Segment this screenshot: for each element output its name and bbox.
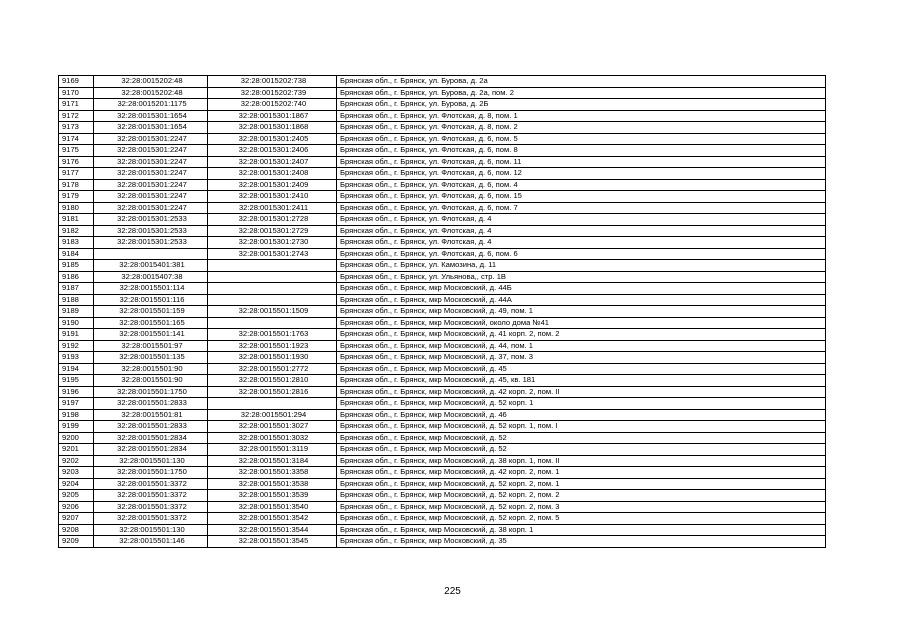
row-number-cell: 9183 [59, 237, 94, 249]
object-cadastral-number-cell: 32:28:0015301:1868 [208, 122, 337, 134]
address-cell: Брянская обл., г. Брянск, мкр Московский, д. 46 [337, 409, 826, 421]
object-cadastral-number-cell: 32:28:0015501:3184 [208, 455, 337, 467]
table-row [59, 306, 826, 318]
table-row [59, 524, 826, 536]
land-cadastral-number-cell: 32:28:0015202:48 [94, 76, 208, 88]
land-cadastral-number-cell: 32:28:0015501:159 [94, 306, 208, 318]
row-number-cell: 9178 [59, 179, 94, 191]
row-number-cell: 9205 [59, 490, 94, 502]
row-number-cell: 9196 [59, 386, 94, 398]
land-cadastral-number-cell: 32:28:0015501:81 [94, 409, 208, 421]
land-cadastral-number-cell: 32:28:0015501:2834 [94, 444, 208, 456]
row-number-cell: 9199 [59, 421, 94, 433]
land-cadastral-number-cell: 32:28:0015501:141 [94, 329, 208, 341]
object-cadastral-number-cell: 32:28:0015501:1509 [208, 306, 337, 318]
table-row [59, 260, 826, 272]
address-cell: Брянская обл., г. Брянск, мкр Московский, д. 35 [337, 536, 826, 548]
object-cadastral-number-cell: 32:28:0015501:3544 [208, 524, 337, 536]
land-cadastral-number-cell: 32:28:0015401:381 [94, 260, 208, 272]
object-cadastral-number-cell: 32:28:0015301:1867 [208, 110, 337, 122]
address-cell: Брянская обл., г. Брянск, ул. Флотская, д. 6, пом. 5 [337, 133, 826, 145]
land-cadastral-number-cell: 32:28:0015501:90 [94, 363, 208, 375]
table-row [59, 409, 826, 421]
table-row [59, 501, 826, 513]
row-number-cell: 9176 [59, 156, 94, 168]
land-cadastral-number-cell: 32:28:0015501:3372 [94, 513, 208, 525]
address-cell: Брянская обл., г. Брянск, ул. Флотская, д. 8, пом. 1 [337, 110, 826, 122]
row-number-cell: 9182 [59, 225, 94, 237]
land-cadastral-number-cell: 32:28:0015201:1175 [94, 99, 208, 111]
row-number-cell: 9185 [59, 260, 94, 272]
address-cell: Брянская обл., г. Брянск, ул. Бурова, д. 2а, пом. 2 [337, 87, 826, 99]
address-cell: Брянская обл., г. Брянск, мкр Московский, около дома №41 [337, 317, 826, 329]
object-cadastral-number-cell: 32:28:0015501:2816 [208, 386, 337, 398]
address-cell: Брянская обл., г. Брянск, мкр Московский, д. 52 корп. 2, пом. 3 [337, 501, 826, 513]
address-cell: Брянская обл., г. Брянск, мкр Московский, д. 49, пом. 1 [337, 306, 826, 318]
table-row [59, 386, 826, 398]
table-row [59, 237, 826, 249]
row-number-cell: 9172 [59, 110, 94, 122]
row-number-cell: 9197 [59, 398, 94, 410]
land-cadastral-number-cell: 32:28:0015301:2247 [94, 168, 208, 180]
row-number-cell: 9177 [59, 168, 94, 180]
address-cell: Брянская обл., г. Брянск, ул. Флотская, д. 6, пом. 8 [337, 145, 826, 157]
table-row [59, 329, 826, 341]
table-row [59, 455, 826, 467]
table-row [59, 513, 826, 525]
object-cadastral-number-cell: 32:28:0015501:3358 [208, 467, 337, 479]
table-row [59, 432, 826, 444]
row-number-cell: 9209 [59, 536, 94, 548]
address-cell: Брянская обл., г. Брянск, мкр Московский, д. 52 корп. 1 [337, 398, 826, 410]
table-row [59, 179, 826, 191]
land-cadastral-number-cell: 32:28:0015501:3372 [94, 490, 208, 502]
table-row [59, 76, 826, 88]
address-cell: Брянская обл., г. Брянск, ул. Бурова, д. 2а [337, 76, 826, 88]
row-number-cell: 9169 [59, 76, 94, 88]
object-cadastral-number-cell: 32:28:0015301:2743 [208, 248, 337, 260]
table-row [59, 168, 826, 180]
table-row [59, 340, 826, 352]
land-cadastral-number-cell: 32:28:0015501:97 [94, 340, 208, 352]
table-row [59, 156, 826, 168]
row-number-cell: 9191 [59, 329, 94, 341]
table-row [59, 352, 826, 364]
address-cell: Брянская обл., г. Брянск, ул. Ульянова,, стр. 1В [337, 271, 826, 283]
object-cadastral-number-cell: 32:28:0015501:3545 [208, 536, 337, 548]
address-cell: Брянская обл., г. Брянск, мкр Московский, д. 45, кв. 181 [337, 375, 826, 387]
object-cadastral-number-cell: 32:28:0015501:3032 [208, 432, 337, 444]
address-cell: Брянская обл., г. Брянск, мкр Московский, д. 52 [337, 444, 826, 456]
object-cadastral-number-cell: 32:28:0015501:1763 [208, 329, 337, 341]
table-row [59, 294, 826, 306]
table-row [59, 363, 826, 375]
row-number-cell: 9190 [59, 317, 94, 329]
row-number-cell: 9174 [59, 133, 94, 145]
land-cadastral-number-cell: 32:28:0015301:2247 [94, 191, 208, 203]
object-cadastral-number-cell: 32:28:0015501:2772 [208, 363, 337, 375]
land-cadastral-number-cell: 32:28:0015501:2833 [94, 421, 208, 433]
land-cadastral-number-cell: 32:28:0015501:1750 [94, 467, 208, 479]
object-cadastral-number-cell: 32:28:0015501:3540 [208, 501, 337, 513]
address-cell: Брянская обл., г. Брянск, ул. Бурова, д. 2Б [337, 99, 826, 111]
object-cadastral-number-cell [208, 283, 337, 295]
object-cadastral-number-cell: 32:28:0015301:2407 [208, 156, 337, 168]
row-number-cell: 9195 [59, 375, 94, 387]
table-row [59, 225, 826, 237]
object-cadastral-number-cell: 32:28:0015301:2728 [208, 214, 337, 226]
table-row [59, 478, 826, 490]
row-number-cell: 9173 [59, 122, 94, 134]
address-cell: Брянская обл., г. Брянск, мкр Московский, д. 52 [337, 432, 826, 444]
row-number-cell: 9184 [59, 248, 94, 260]
address-cell: Брянская обл., г. Брянск, ул. Флотская, д. 6, пом. 11 [337, 156, 826, 168]
land-cadastral-number-cell: 32:28:0015501:2833 [94, 398, 208, 410]
land-cadastral-number-cell: 32:28:0015501:3372 [94, 501, 208, 513]
row-number-cell: 9204 [59, 478, 94, 490]
land-cadastral-number-cell: 32:28:0015301:2247 [94, 145, 208, 157]
object-cadastral-number-cell [208, 398, 337, 410]
land-cadastral-number-cell: 32:28:0015301:1654 [94, 110, 208, 122]
land-cadastral-number-cell: 32:28:0015407:38 [94, 271, 208, 283]
row-number-cell: 9200 [59, 432, 94, 444]
table-row [59, 398, 826, 410]
address-cell: Брянская обл., г. Брянск, ул. Флотская, д. 4 [337, 225, 826, 237]
address-cell: Брянская обл., г. Брянск, ул. Флотская, д. 4 [337, 214, 826, 226]
row-number-cell: 9201 [59, 444, 94, 456]
address-cell: Брянская обл., г. Брянск, мкр Московский, д. 42 корп. 2, пом. II [337, 386, 826, 398]
land-cadastral-number-cell: 32:28:0015301:1654 [94, 122, 208, 134]
row-number-cell: 9189 [59, 306, 94, 318]
address-cell: Брянская обл., г. Брянск, ул. Флотская, д. 4 [337, 237, 826, 249]
address-cell: Брянская обл., г. Брянск, мкр Московский, д. 38 корп. 1, пом. II [337, 455, 826, 467]
property-registry-table [58, 75, 826, 548]
address-cell: Брянская обл., г. Брянск, ул. Флотская, д. 6, пом. 7 [337, 202, 826, 214]
address-cell: Брянская обл., г. Брянск, мкр Московский, д. 41 корп. 2, пом. 2 [337, 329, 826, 341]
table-row [59, 444, 826, 456]
row-number-cell: 9171 [59, 99, 94, 111]
address-cell: Брянская обл., г. Брянск, мкр Московский, д. 52 корп. 2, пом. 5 [337, 513, 826, 525]
row-number-cell: 9207 [59, 513, 94, 525]
object-cadastral-number-cell: 32:28:0015501:3027 [208, 421, 337, 433]
land-cadastral-number-cell: 32:28:0015501:135 [94, 352, 208, 364]
row-number-cell: 9186 [59, 271, 94, 283]
row-number-cell: 9187 [59, 283, 94, 295]
table-row [59, 133, 826, 145]
land-cadastral-number-cell: 32:28:0015301:2247 [94, 179, 208, 191]
table-row [59, 490, 826, 502]
table-row [59, 317, 826, 329]
address-cell: Брянская обл., г. Брянск, ул. Камозина, д. 11 [337, 260, 826, 272]
object-cadastral-number-cell: 32:28:0015501:2810 [208, 375, 337, 387]
address-cell: Брянская обл., г. Брянск, мкр Московский, д. 44, пом. 1 [337, 340, 826, 352]
object-cadastral-number-cell: 32:28:0015301:2409 [208, 179, 337, 191]
row-number-cell: 9188 [59, 294, 94, 306]
table-row [59, 421, 826, 433]
land-cadastral-number-cell: 32:28:0015301:2533 [94, 225, 208, 237]
object-cadastral-number-cell: 32:28:0015202:738 [208, 76, 337, 88]
table-row [59, 271, 826, 283]
table-row [59, 191, 826, 203]
table-row [59, 375, 826, 387]
land-cadastral-number-cell: 32:28:0015501:2834 [94, 432, 208, 444]
object-cadastral-number-cell: 32:28:0015501:3539 [208, 490, 337, 502]
address-cell: Брянская обл., г. Брянск, мкр Московский, д. 42 корп. 2, пом. 1 [337, 467, 826, 479]
row-number-cell: 9198 [59, 409, 94, 421]
address-cell: Брянская обл., г. Брянск, ул. Флотская, д. 6, пом. 12 [337, 168, 826, 180]
table-row [59, 87, 826, 99]
address-cell: Брянская обл., г. Брянск, мкр Московский, д. 38 корп. 1 [337, 524, 826, 536]
table-row [59, 122, 826, 134]
row-number-cell: 9170 [59, 87, 94, 99]
row-number-cell: 9192 [59, 340, 94, 352]
address-cell: Брянская обл., г. Брянск, мкр Московский, д. 44А [337, 294, 826, 306]
land-cadastral-number-cell: 32:28:0015501:130 [94, 455, 208, 467]
page-number: 225 [444, 586, 461, 597]
object-cadastral-number-cell: 32:28:0015301:2410 [208, 191, 337, 203]
address-cell: Брянская обл., г. Брянск, мкр Московский, д. 37, пом. 3 [337, 352, 826, 364]
table-row [59, 202, 826, 214]
land-cadastral-number-cell: 32:28:0015301:2247 [94, 156, 208, 168]
row-number-cell: 9194 [59, 363, 94, 375]
object-cadastral-number-cell: 32:28:0015501:294 [208, 409, 337, 421]
table-row [59, 145, 826, 157]
object-cadastral-number-cell: 32:28:0015501:1930 [208, 352, 337, 364]
address-cell: Брянская обл., г. Брянск, мкр Московский, д. 52 корп. 2, пом. 2 [337, 490, 826, 502]
object-cadastral-number-cell: 32:28:0015501:3542 [208, 513, 337, 525]
land-cadastral-number-cell: 32:28:0015301:2247 [94, 133, 208, 145]
address-cell: Брянская обл., г. Брянск, ул. Флотская, д. 6, пом. 15 [337, 191, 826, 203]
land-cadastral-number-cell: 32:28:0015501:3372 [94, 478, 208, 490]
table-row [59, 248, 826, 260]
table-row [59, 536, 826, 548]
table-row [59, 110, 826, 122]
row-number-cell: 9203 [59, 467, 94, 479]
land-cadastral-number-cell: 32:28:0015301:2533 [94, 214, 208, 226]
object-cadastral-number-cell: 32:28:0015301:2406 [208, 145, 337, 157]
land-cadastral-number-cell: 32:28:0015501:146 [94, 536, 208, 548]
land-cadastral-number-cell: 32:28:0015301:2533 [94, 237, 208, 249]
object-cadastral-number-cell: 32:28:0015301:2730 [208, 237, 337, 249]
row-number-cell: 9180 [59, 202, 94, 214]
land-cadastral-number-cell: 32:28:0015301:2247 [94, 202, 208, 214]
address-cell: Брянская обл., г. Брянск, мкр Московский, д. 52 корп. 1, пом. I [337, 421, 826, 433]
row-number-cell: 9193 [59, 352, 94, 364]
object-cadastral-number-cell: 32:28:0015202:739 [208, 87, 337, 99]
object-cadastral-number-cell [208, 294, 337, 306]
row-number-cell: 9181 [59, 214, 94, 226]
object-cadastral-number-cell: 32:28:0015202:740 [208, 99, 337, 111]
object-cadastral-number-cell: 32:28:0015301:2408 [208, 168, 337, 180]
object-cadastral-number-cell: 32:28:0015501:1923 [208, 340, 337, 352]
land-cadastral-number-cell: 32:28:0015501:116 [94, 294, 208, 306]
object-cadastral-number-cell: 32:28:0015301:2729 [208, 225, 337, 237]
address-cell: Брянская обл., г. Брянск, мкр Московский, д. 45 [337, 363, 826, 375]
address-cell: Брянская обл., г. Брянск, ул. Флотская, д. 6, пом. 4 [337, 179, 826, 191]
object-cadastral-number-cell [208, 260, 337, 272]
row-number-cell: 9175 [59, 145, 94, 157]
object-cadastral-number-cell [208, 271, 337, 283]
address-cell: Брянская обл., г. Брянск, ул. Флотская, д. 8, пом. 2 [337, 122, 826, 134]
object-cadastral-number-cell: 32:28:0015301:2411 [208, 202, 337, 214]
object-cadastral-number-cell: 32:28:0015501:3119 [208, 444, 337, 456]
row-number-cell: 9208 [59, 524, 94, 536]
land-cadastral-number-cell: 32:28:0015501:130 [94, 524, 208, 536]
land-cadastral-number-cell [94, 248, 208, 260]
object-cadastral-number-cell [208, 317, 337, 329]
table-row [59, 283, 826, 295]
row-number-cell: 9202 [59, 455, 94, 467]
table-body [59, 76, 826, 548]
object-cadastral-number-cell: 32:28:0015501:3538 [208, 478, 337, 490]
table-row [59, 214, 826, 226]
row-number-cell: 9206 [59, 501, 94, 513]
table-row [59, 467, 826, 479]
land-cadastral-number-cell: 32:28:0015501:90 [94, 375, 208, 387]
address-cell: Брянская обл., г. Брянск, мкр Московский, д. 44Б [337, 283, 826, 295]
address-cell: Брянская обл., г. Брянск, ул. Флотская, д. 6, пом. 6 [337, 248, 826, 260]
land-cadastral-number-cell: 32:28:0015501:114 [94, 283, 208, 295]
row-number-cell: 9179 [59, 191, 94, 203]
land-cadastral-number-cell: 32:28:0015202:48 [94, 87, 208, 99]
land-cadastral-number-cell: 32:28:0015501:165 [94, 317, 208, 329]
table-row [59, 99, 826, 111]
land-cadastral-number-cell: 32:28:0015501:1750 [94, 386, 208, 398]
object-cadastral-number-cell: 32:28:0015301:2405 [208, 133, 337, 145]
address-cell: Брянская обл., г. Брянск, мкр Московский, д. 52 корп. 2, пом. 1 [337, 478, 826, 490]
